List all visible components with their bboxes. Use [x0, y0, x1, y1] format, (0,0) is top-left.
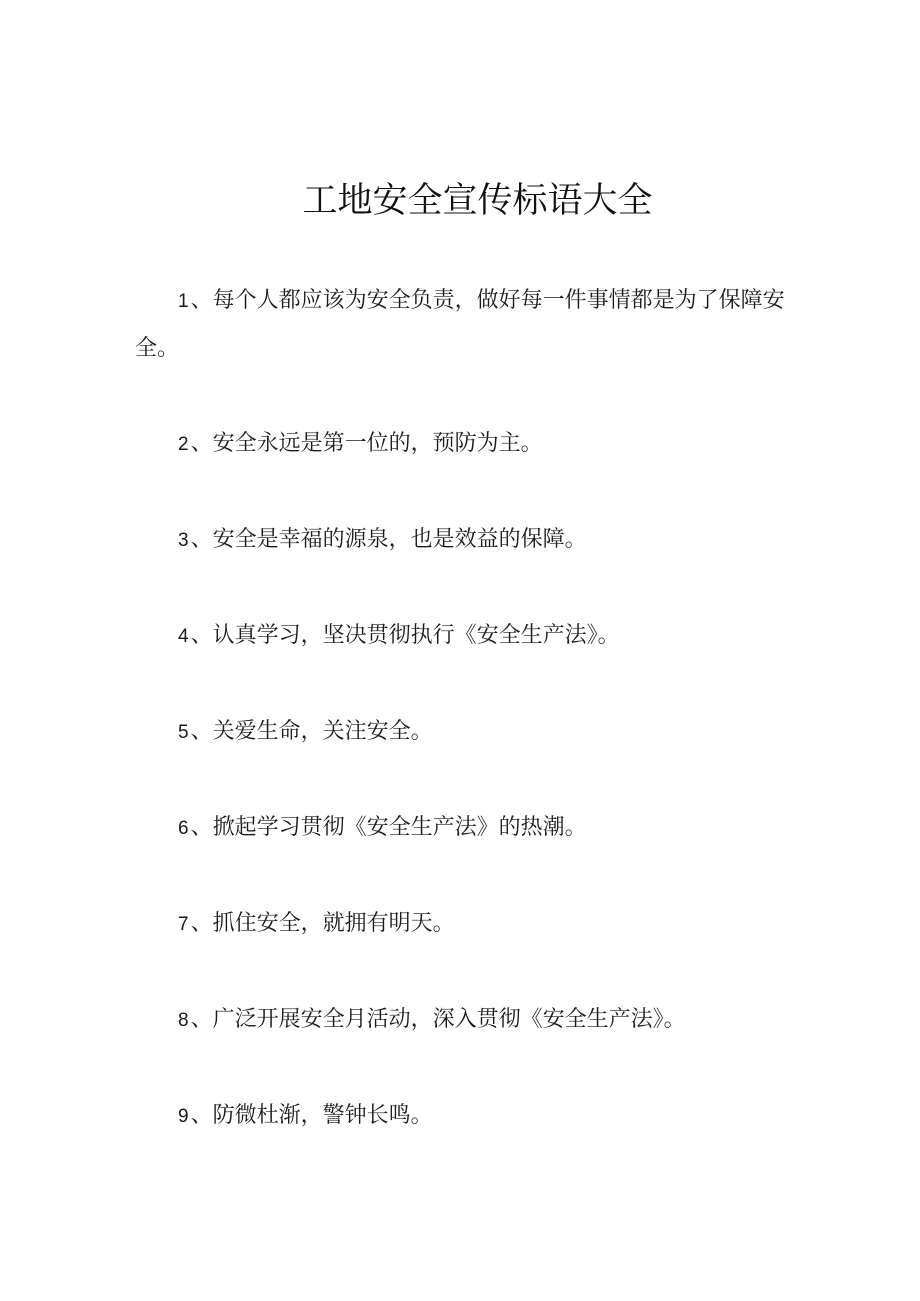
list-item-line [178, 1092, 433, 1141]
list-item-line [178, 804, 587, 853]
list-item-line [178, 900, 455, 949]
list-item-separator: 、 [190, 623, 213, 648]
list-item-separator: 、 [190, 1103, 213, 1128]
list-item-line [178, 996, 686, 1045]
list-item-number: 9 [178, 1106, 189, 1127]
list-item-number: 2 [178, 434, 189, 455]
list-item-text: 安全永远是第一位的，预防为主。 [212, 431, 543, 456]
list-item-text: 广泛开展安全月活动，深入贯彻《安全生产法》。 [212, 1007, 686, 1032]
list-item-line [178, 277, 785, 326]
list-item-separator: 、 [190, 527, 213, 552]
list-item-number: 5 [178, 722, 189, 743]
list-item-number: 3 [178, 530, 189, 551]
list-item-text: 抓住安全，就拥有明天。 [212, 911, 455, 936]
list-item-line [178, 708, 433, 757]
list-item-number: 1 [178, 291, 189, 312]
list-item-separator: 、 [190, 1007, 213, 1032]
list-item-separator: 、 [190, 719, 213, 744]
list-item-text-continued: 全。 [135, 336, 180, 361]
list-item-line [178, 420, 543, 469]
list-item-number: 8 [178, 1010, 189, 1031]
list-item-separator: 、 [190, 288, 213, 313]
list-item-text: 认真学习，坚决贯彻执行《安全生产法》。 [212, 623, 620, 648]
list-item-text: 每个人都应该为安全负责，做好每一件事情都是为了保障安 [212, 288, 785, 313]
list-item-separator: 、 [190, 431, 213, 456]
list-item-line [178, 516, 587, 565]
list-item-text: 防微杜渐，警钟长鸣。 [212, 1103, 433, 1128]
list-item-line [178, 612, 620, 661]
list-item-separator: 、 [190, 815, 213, 840]
list-item-text: 安全是幸福的源泉，也是效益的保障。 [212, 527, 587, 552]
document-title: 工地安全宣传标语大全 [302, 181, 653, 221]
list-item-text: 掀起学习贯彻《安全生产法》的热潮。 [212, 815, 587, 840]
list-item-number: 4 [178, 626, 189, 647]
list-item-number: 6 [178, 818, 189, 839]
list-item-number: 7 [178, 914, 189, 935]
list-item-text: 关爱生命，关注安全。 [212, 719, 433, 744]
list-item-separator: 、 [190, 911, 213, 936]
